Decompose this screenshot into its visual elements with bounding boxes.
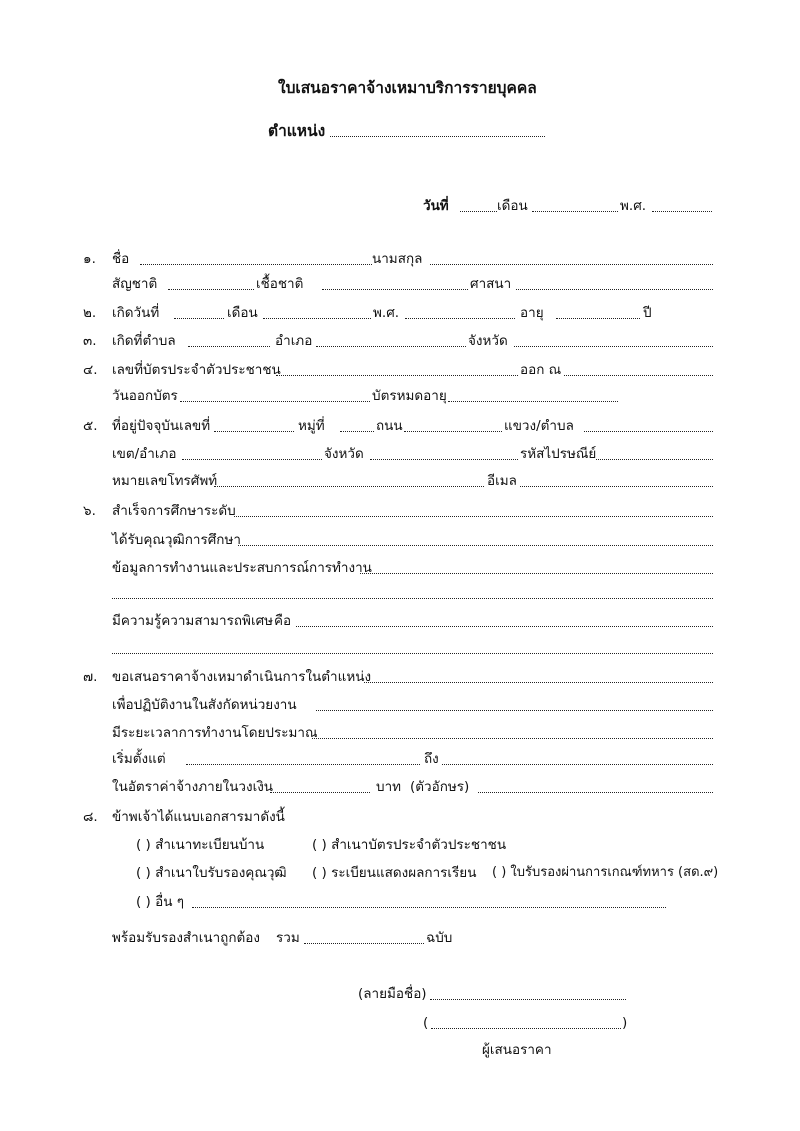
work-experience-field-2[interactable] [112,598,713,599]
postcode-label: รหัสไปรษณีย์ [520,446,597,462]
position-field[interactable] [330,136,545,137]
khwaeng-field[interactable] [584,431,713,432]
education-label: สำเร็จการศึกษาระดับ [112,503,236,519]
birth-province-label: จังหวัด [468,333,508,349]
date-month-field[interactable] [532,211,618,212]
khet-label: เขต/อำเภอ [112,446,177,462]
birth-day-label: เกิดวันที่ [112,305,160,321]
name-field[interactable] [140,264,372,265]
signer-role: ผู้เสนอราคา [482,1042,552,1058]
copies-label: ฉบับ [426,930,453,946]
start-label: เริ่มตั้งแต่ [112,751,166,767]
total-copies-field[interactable] [304,943,424,944]
degree-label: ได้รับคุณวุฒิการศึกษา [112,532,241,548]
road-label: ถนน [376,418,403,434]
position-label: ตำแหน่ง [268,122,326,140]
section-8-number: ๘. [83,809,98,825]
issued-at-label: ออก ณ [520,362,562,378]
birth-subdistrict-label: เกิดที่ตำบล [112,333,176,349]
birth-district-label: อำเภอ [275,333,313,349]
date-year-label: พ.ศ. [620,198,647,214]
issued-at-field[interactable] [564,375,713,376]
birth-month-label: เดือน [227,305,258,321]
section-2-number: ๒. [83,305,97,321]
issue-date-field[interactable] [180,401,370,402]
skills-field-2[interactable] [112,653,713,654]
address-label: ที่อยู่ปัจจุบันเลขที่ [112,418,211,434]
religion-field[interactable] [516,289,713,290]
period-label: มีระยะเวลาการทำงานโดยประมาณ [112,725,318,741]
signature-name-open: ( [423,1015,429,1031]
checkbox-other[interactable]: ( ) อื่น ๆ [136,894,184,910]
offer-position-label: ขอเสนอราคาจ้างเหมาดำเนินการในตำแหน่ง [112,669,372,685]
name-label: ชื่อ [112,251,130,267]
section-7-number: ๗. [83,669,98,685]
surname-field[interactable] [430,264,713,265]
certify-label: พร้อมรับรองสำเนาถูกต้อง [112,930,260,946]
race-label: เชื้อชาติ [256,276,304,292]
section-4-number: ๔. [83,362,98,378]
checkbox-id-card-copy[interactable]: ( ) สำเนาบัตรประจำตัวประชาชน [312,837,507,853]
postcode-field[interactable] [596,459,713,460]
id-card-field[interactable] [276,375,518,376]
nationality-field[interactable] [168,289,254,290]
birth-province-field[interactable] [514,346,713,347]
section-1-number: ๑. [83,251,96,267]
date-day-label: วันที่ [423,198,449,214]
signature-field[interactable] [430,999,626,1000]
birth-month-field[interactable] [263,318,371,319]
race-field[interactable] [322,289,468,290]
age-label: อายุ [520,305,544,321]
baht-label: บาท [376,779,402,795]
checkbox-degree-copy[interactable]: ( ) สำเนาใบรับรองคุณวุฒิ [136,865,287,881]
skills-is-label: คือ [274,613,292,629]
in-words-label: (ตัวอักษร) [410,779,470,795]
id-card-label: เลขที่บัตรประจำตัวประชาชน [112,362,281,378]
work-experience-field[interactable] [360,573,713,574]
section-6-number: ๖. [83,503,96,519]
period-field[interactable] [312,738,713,739]
to-field[interactable] [442,764,713,765]
attached-docs-label: ข้าพเจ้าได้แนบเอกสารมาดังนี้ [112,809,285,825]
signature-name-close: ) [622,1015,628,1031]
skills-label: มีความรู้ความสามารถพิเศษ [112,613,274,629]
email-field[interactable] [520,486,713,487]
start-field[interactable] [186,764,420,765]
section-5-number: ๕. [83,418,98,434]
education-field[interactable] [234,516,713,517]
rate-label: ในอัตราค่าจ้างภายในวงเงิน [112,779,274,795]
surname-label: นามสกุล [372,251,423,267]
total-label: รวม [276,930,300,946]
checkbox-military-cert[interactable]: ( ) ใบรับรองผ่านการเกณฑ์ทหาร (สด.๙) [492,865,719,880]
province-field[interactable] [370,459,518,460]
email-label: อีเมล [487,473,517,489]
religion-label: ศาสนา [470,276,512,292]
unit-field[interactable] [316,710,713,711]
date-year-field[interactable] [652,211,712,212]
section-3-number: ๓. [83,333,97,349]
road-field[interactable] [404,431,502,432]
birth-subdistrict-field[interactable] [188,346,270,347]
rate-field[interactable] [270,792,370,793]
birth-district-field[interactable] [316,346,466,347]
date-day-field[interactable] [460,211,497,212]
address-field[interactable] [214,431,294,432]
checkbox-transcript[interactable]: ( ) ระเบียนแสดงผลการเรียน [312,865,477,881]
in-words-field[interactable] [478,792,713,793]
moo-label: หมู่ที่ [298,418,325,434]
phone-label: หมายเลขโทรศัพท์ [112,473,218,489]
age-unit: ปี [643,305,652,321]
expiry-field[interactable] [448,401,618,402]
birth-year-label: พ.ศ. [373,305,400,321]
skills-field[interactable] [296,626,713,627]
province-label: จังหวัด [324,446,364,462]
phone-field[interactable] [214,486,484,487]
checkbox-house-registration[interactable]: ( ) สำเนาทะเบียนบ้าน [136,837,265,853]
degree-field[interactable] [238,545,713,546]
unit-label: เพื่อปฏิบัติงานในสังกัดหน่วยงาน [112,697,297,713]
khwaeng-label: แขวง/ตำบล [504,418,574,434]
issue-date-label: วันออกบัตร [112,388,178,404]
expiry-label: บัตรหมดอายุ [372,388,447,404]
moo-field[interactable] [340,431,374,432]
signature-label: (ลายมือชื่อ) [358,986,427,1002]
offer-position-field[interactable] [364,682,713,683]
signature-name-field[interactable] [431,1028,621,1029]
to-label: ถึง [424,751,439,767]
birth-day-field[interactable] [174,318,224,319]
khet-field[interactable] [182,459,322,460]
other-field[interactable] [192,907,666,908]
work-experience-label: ข้อมูลการทำงานและประสบการณ์การทำงาน [112,560,372,576]
birth-year-field[interactable] [405,318,515,319]
form-title: ใบเสนอราคาจ้างเหมาบริการรายบุคคล [278,79,537,97]
age-field[interactable] [556,318,640,319]
date-month-label: เดือน [497,198,528,214]
nationality-label: สัญชาติ [112,276,158,292]
